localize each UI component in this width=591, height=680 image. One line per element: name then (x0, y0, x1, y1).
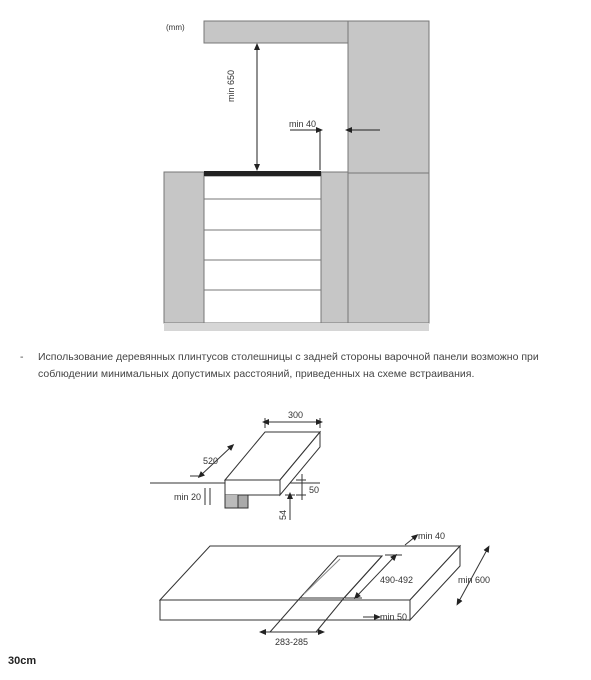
min-20-label: min 20 (174, 492, 202, 502)
tall-side-cabinet (348, 21, 429, 173)
left-base-cabinet (164, 172, 204, 323)
depth-520-label: 520 (203, 456, 219, 466)
cooktop-hob (204, 171, 321, 176)
size-label: 30cm (8, 655, 37, 667)
tall-cabinet-lower (348, 173, 429, 323)
height-dimension-label: min 650 (226, 69, 236, 102)
height-50-label: 50 (309, 485, 320, 495)
min-600-label: min 600 (458, 575, 491, 585)
upper-cabinet (204, 21, 351, 43)
min-40-label: min 40 (418, 531, 446, 541)
countertop-cutout-diagram (0, 525, 591, 650)
unit-label: (mm) (166, 23, 185, 32)
width-300-label: 300 (288, 410, 304, 420)
floor-plinth (164, 323, 429, 331)
installation-note (20, 349, 580, 383)
depth-54-label: 54 (278, 509, 288, 520)
installation-note-text: Использование деревянных плинтусов столешницы с задней стороны варочной панели возможно при соблюдении минимальных допустимых расстояний, приведенных на схеме встраивания. (38, 351, 539, 380)
bullet-marker: - (20, 351, 24, 363)
drawer-stack (204, 176, 321, 323)
cutout-width-label: 283-285 (275, 637, 309, 647)
side-dimension-label: min 40 (289, 119, 317, 129)
cutout-depth-label: 490-492 (380, 575, 414, 585)
hob-body (225, 480, 280, 495)
middle-cabinet (321, 172, 348, 323)
min-50-label: min 50 (380, 612, 408, 622)
